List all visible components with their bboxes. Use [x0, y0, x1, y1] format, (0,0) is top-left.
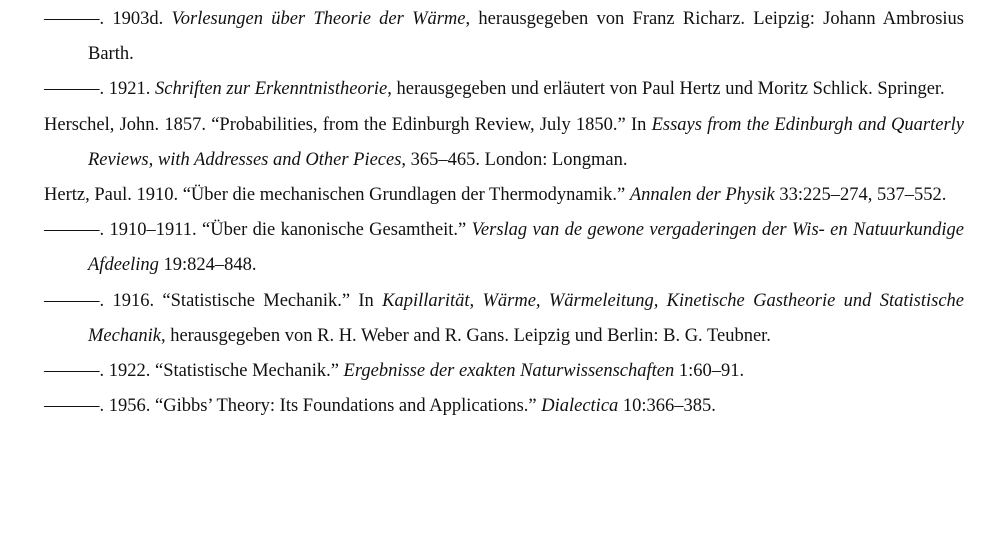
entry-title-italic: Essays from the Edinburgh and Quarterly Reviews, with Addresses and Other Pieces: [88, 114, 965, 170]
entry-text: 33:225–274, 537–552.: [774, 185, 947, 206]
bib-entry-herschel-1857: [44, 108, 964, 178]
bib-entry-hertz-1922: [44, 354, 964, 389]
bib-entry-planck-1903: [44, 2, 964, 72]
entry-text: 1:60–91.: [674, 361, 745, 382]
entry-title-italic: Ergebnisse der exakten Naturwissenschaften: [343, 361, 675, 382]
entry-text: , herausgegeben von Franz Richarz. Leipzig: Johann Ambrosius Barth.: [88, 9, 965, 65]
entry-text: ———. 1916. “Statistische Mechanik.” In: [44, 290, 383, 311]
entry-title-italic: Schriften zur Erkenntnistheorie: [155, 79, 388, 100]
bib-entry-hertz-1910: [44, 178, 964, 213]
entry-text: ———. 1922. “Statistische Mechanik.”: [44, 361, 344, 382]
entry-title-italic: Verslag van de gewone vergaderingen der Wis- en Natuurkundige Afdeeling: [88, 220, 965, 276]
entry-text: , 365–465. London: Longman.: [401, 149, 628, 170]
entry-text: , herausgegeben und erläutert von Paul Hertz und Moritz Schlick. Springer.: [387, 79, 945, 100]
entry-text: 10:366–385.: [618, 396, 716, 417]
bib-entry-planck-1921: [44, 72, 964, 107]
entry-text: 19:824–848.: [158, 255, 257, 276]
entry-title-italic: Vorlesungen über Theorie der Wärme: [171, 9, 466, 29]
entry-text: ———. 1921.: [44, 79, 155, 100]
entry-text: ———. 1956. “Gibbs’ Theory: Its Foundations and Applications.”: [44, 396, 542, 417]
bib-entry-hertz-1916: [44, 284, 964, 354]
entry-title-italic: Dialectica: [541, 396, 619, 417]
entry-text: ———. 1910–1911. “Über die kanonische Gesamtheit.”: [44, 220, 472, 241]
entry-text: Hertz, Paul. 1910. “Über die mechanischen Grundlagen der Thermodynamik.”: [44, 185, 630, 206]
bib-entry-hertz-1910-1911: [44, 213, 964, 283]
entry-text: Herschel, John. 1857. “Probabilities, from the Edinburgh Review, July 1850.” In: [44, 114, 652, 135]
entry-text: , herausgegeben von R. H. Weber and R. Gans. Leipzig und Berlin: B. G. Teubner.: [160, 325, 771, 346]
bib-entry-hertz-1956: [44, 389, 964, 424]
entry-title-italic: Annalen der Physik: [629, 185, 775, 206]
entry-text: ———. 1903d.: [44, 9, 172, 29]
entry-title-italic: Kapillarität, Wärme, Wärmeleitung, Kinetische Gastheorie und Statistische Mechanik: [88, 290, 965, 346]
